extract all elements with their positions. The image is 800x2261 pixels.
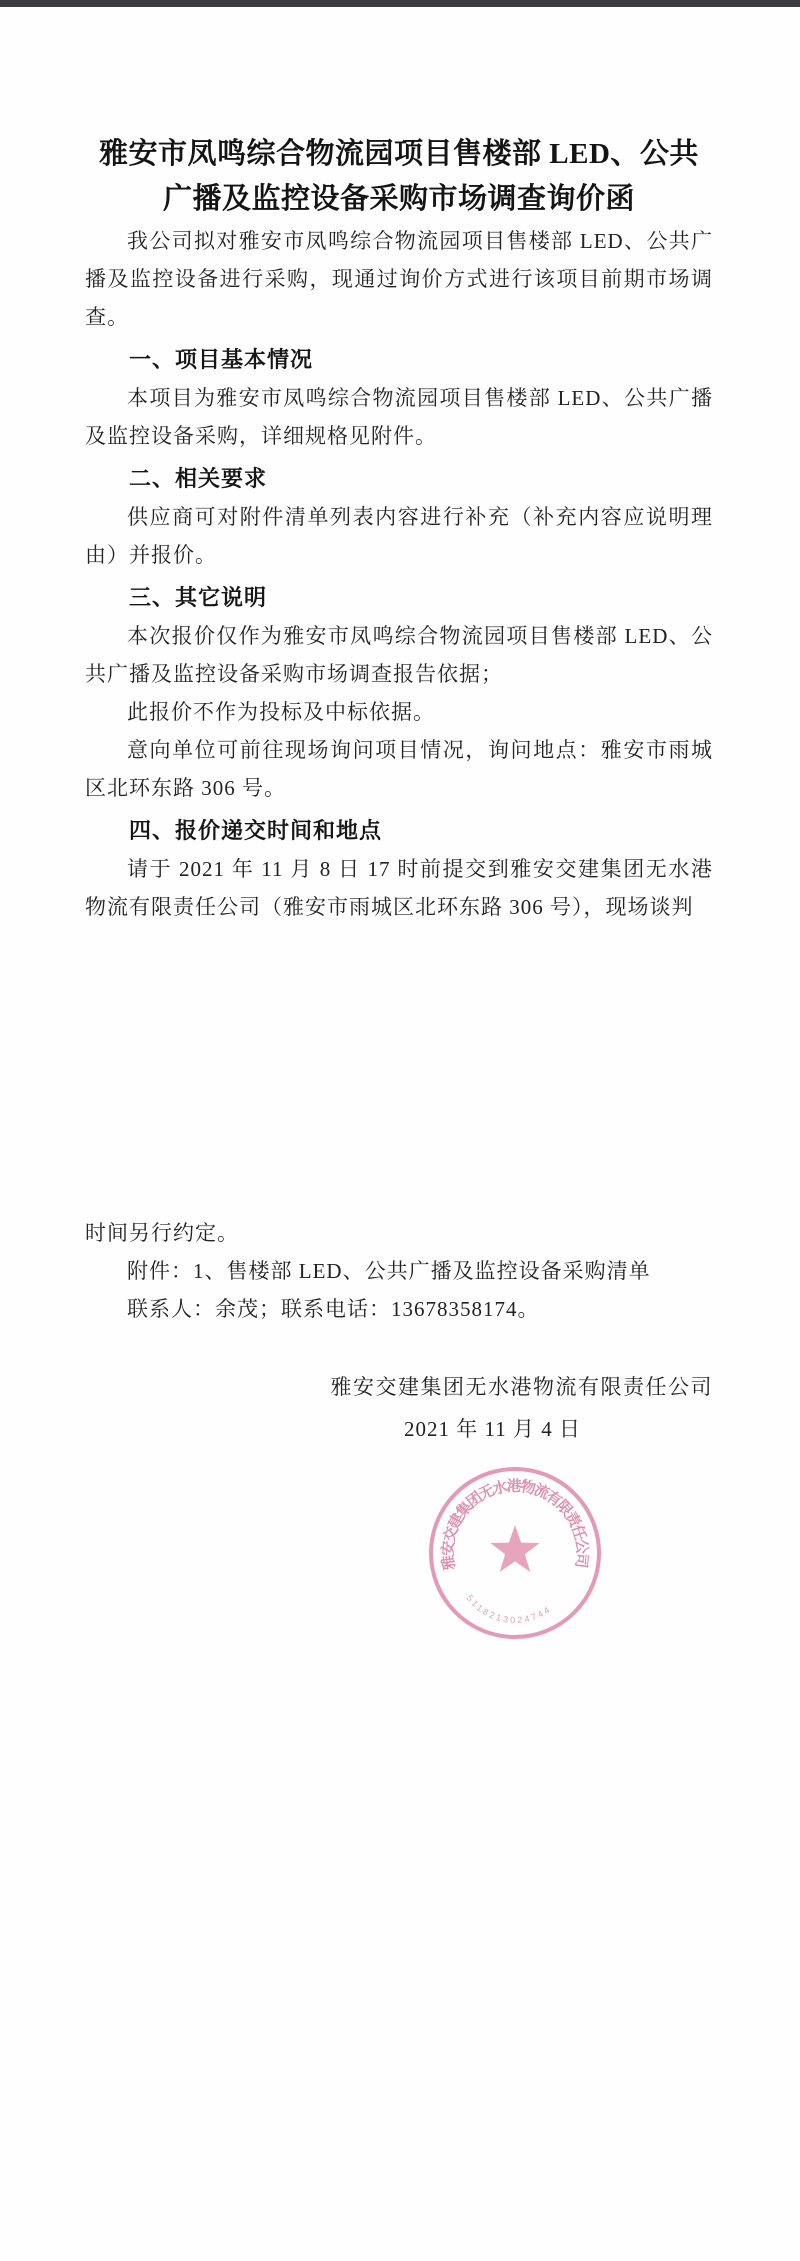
signature-block [85,1368,713,1448]
section-paragraph: 本项目为雅安市凤鸣综合物流园项目售楼部 LED、公共广播及监控设备采购，详细规格见附件。 [85,386,713,448]
signature-company: 雅安交建集团无水港物流有限责任公司 [330,1375,713,1399]
section-paragraph: 本次报价仅作为雅安市凤鸣综合物流园项目售楼部 LED、公共广播及监控设备采购市场调查报告依据； [85,624,713,686]
contact-line: 联系人：余茂；联系电话：13678358174。 [127,1297,540,1321]
section-paragraph: 供应商可对附件清单列表内容进行补充（补充内容应说明理由）并报价。 [85,505,713,567]
continuation-line: 时间另行约定。 [85,1221,239,1245]
section-paragraph: 此报价不作为投标及中标依据。 [127,700,435,724]
document-title [85,0,713,222]
signature-date: 2021 年 11 月 4 日 [404,1417,581,1441]
star-icon [490,1525,539,1572]
attachment-line: 附件：1、售楼部 LED、公共广播及监控设备采购清单 [127,1259,651,1283]
section-paragraph: 请于 2021 年 11 月 8 日 17 时前提交到雅安交建集团无水港物流有限责任公司（雅安市雨城区北环东路 306 号），现场谈判 [85,857,713,919]
svg-text:5118213024744 [465,1593,554,1625]
section-heading-submission: 四、报价递交时间和地点 [129,818,383,843]
title-line-2: 广播及监控设备采购市场调查询价函 [162,183,635,215]
title-line-1: 雅安市凤鸣综合物流园项目售楼部 LED、公共 [99,138,699,170]
section-paragraph: 意向单位可前往现场询问项目情况，询问地点：雅安市雨城区北环东路 306 号。 [85,738,713,800]
seal-serial-number: 5118213024744 [464,1593,554,1626]
section-heading-requirements: 二、相关要求 [129,466,268,491]
intro-paragraph: 我公司拟对雅安市凤鸣综合物流园项目售楼部 LED、公共广播及监控设备进行采购，现通过询价方式进行该项目前期市场调查。 [85,229,713,329]
blank-scan-gap [85,926,713,1214]
seal-arc-text: 雅安交建集团无水港物流有限责任公司 [440,1478,590,1571]
company-seal-stamp [425,1463,605,1643]
section-heading-other-notes: 三、其它说明 [129,585,268,610]
section-heading-basic-info: 一、项目基本情况 [129,347,314,372]
